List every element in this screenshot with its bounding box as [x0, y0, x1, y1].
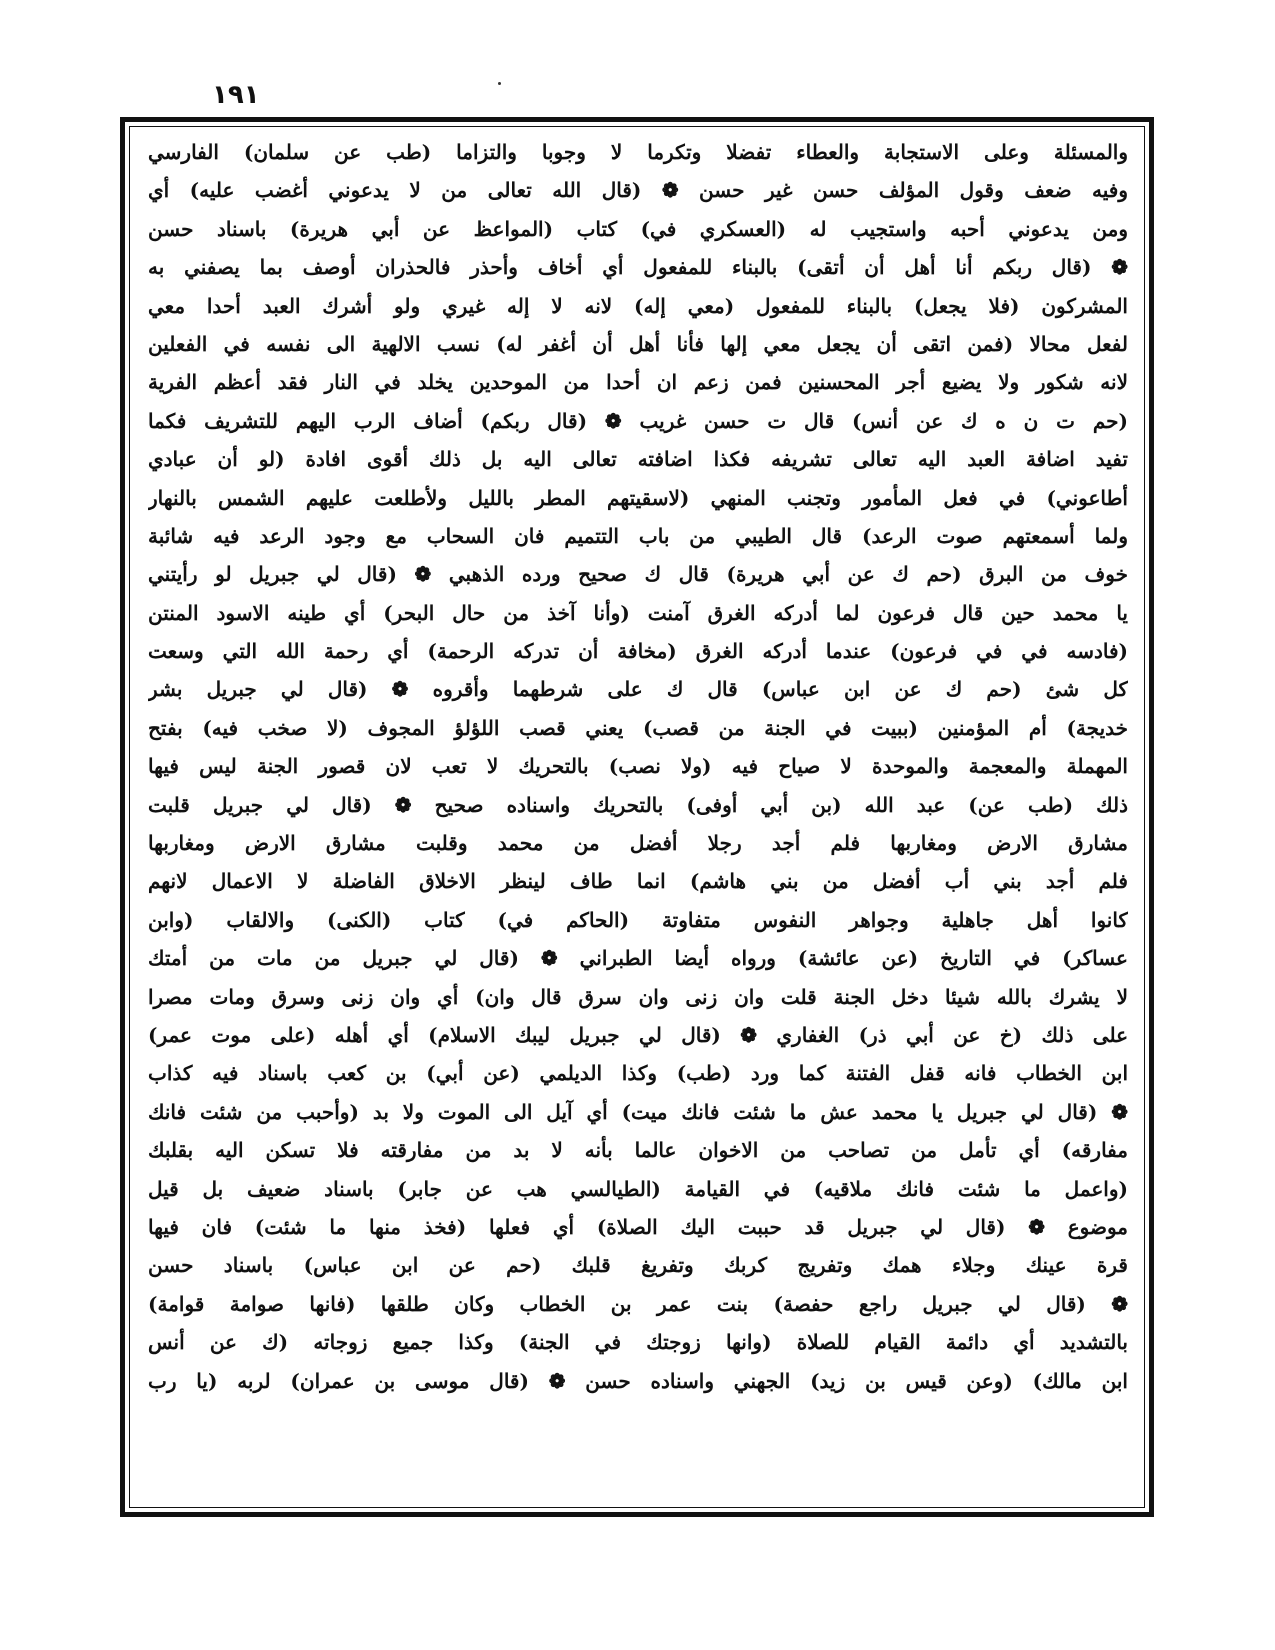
text-line: موضوع ❁ (قال لي جبريل قد حببت اليك الصلاة) أي فعلها (فخذ منها ما شئت) فان فيها	[148, 1214, 1128, 1239]
text-line: كانوا أهل جاهلية وجواهر النفوس متفاوتة (الحاكم في) كتاب (الكنى) والالقاب (وابن	[148, 907, 1128, 932]
text-line: المشركون (فلا يجعل) بالبناء للمفعول (معي إله) لانه لا إله غيري ولو أشرك العبد أحدا معي	[148, 293, 1128, 318]
text-line: بالتشديد أي دائمة القيام للصلاة (وانها زوجتك في الجنة) وكذا جميع زوجاته (ك عن أنس	[148, 1330, 1128, 1355]
text-line: لانه شكور ولا يضيع أجر المحسنين فمن زعم ان أحدا من الموحدين يخلد في النار فقد أعظم الفرية	[148, 370, 1128, 395]
text-line: تفيد اضافة العبد اليه تعالى تشريفه فكذا اضافته تعالى اليه بل ذلك أقوى افادة (لو أن عبادي	[148, 447, 1128, 472]
text-line: ومن يدعوني أحبه واستجيب له (العسكري في) كتاب (المواعظ عن أبي هريرة) باسناد حسن	[148, 216, 1128, 241]
text-line: يا محمد حين قال فرعون لما أدركه الغرق آمنت (وأنا آخذ من حال البحر) أي طينه الاسود المنتن	[148, 600, 1128, 625]
text-line: (واعمل ما شئت فانك ملاقيه) في القيامة (الطيالسي هب عن جابر) باسناد ضعيف بل قيل	[148, 1176, 1128, 1201]
ink-speck	[498, 82, 501, 85]
text-line: مفارقه) أي تأمل من تصاحب من الاخوان عالما بأنه لا بد من مفارقته فلا تسكن اليه بقلبك	[148, 1138, 1128, 1163]
text-line: المهملة والمعجمة والموحدة لا صياح فيه (ولا نصب) بالتحريك لا تعب لان قصور الجنة ليس فيها	[148, 754, 1128, 779]
text-line: خديجة) أم المؤمنين (ببيت في الجنة من قصب) يعني قصب اللؤلؤ المجوف (لا صخب فيه) بفتح	[148, 715, 1128, 740]
text-line: (فادسه في في فرعون) عندما أدركه الغرق (مخافة أن تدركه الرحمة) أي رحمة الله التي وسعت	[148, 639, 1128, 664]
text-line: أطاعوني) في فعل المأمور وتجنب المنهي (لاسقيتهم المطر بالليل ولأطلعت عليهم الشمس بالنهار	[148, 485, 1128, 510]
manuscript-text-block	[148, 133, 1128, 1515]
text-line	[148, 1400, 1128, 1438]
text-line: خوف من البرق (حم ك عن أبي هريرة) قال ك صحيح ورده الذهبي ❁ (قال لي جبريل لو رأيتني	[148, 562, 1128, 587]
text-line: ابن الخطاب فانه قفل الفتنة كما ورد (طب) وكذا الديلمي (عن أبي) بن كعب باسناد فيه كذاب	[148, 1061, 1128, 1086]
text-line: والمسئلة وعلى الاستجابة والعطاء تفضلا وتكرما لا وجوبا والتزاما (طب عن سلمان) الفارسي	[148, 140, 1128, 164]
text-line	[148, 1438, 1128, 1476]
text-line: لفعل محالا (فمن اتقى أن يجعل معي إلها فأنا أهل أن أغفر له) نسب الالهية الى نفسه في الفعلين	[148, 331, 1128, 356]
text-line: ❁ (قال لي جبريل راجع حفصة) بنت عمر بن الخطاب وكان طلقها (فانها صوامة قوامة)	[148, 1291, 1128, 1316]
text-line	[148, 1477, 1128, 1515]
text-line: ❁ (قال لي جبريل يا محمد عش ما شئت فانك ميت) أي آيل الى الموت ولا بد (وأحبب من شئت فانك	[148, 1099, 1128, 1124]
text-line: على ذلك (خ عن أبي ذر) الغفاري ❁ (قال لي جبريل ليبك الاسلام) أي أهله (على موت عمر)	[148, 1022, 1128, 1047]
text-line: لا يشرك بالله شيئا دخل الجنة قلت وان زنى وان سرق قال وان) أي وان زنى وسرق ومات مصرا	[148, 984, 1128, 1009]
page-number: ١٩١	[212, 80, 260, 110]
text-line: ابن مالك) (وعن قيس بن زيد) الجهني واسناده حسن ❁ (قال موسى بن عمران) لربه (يا رب	[148, 1368, 1128, 1393]
text-line: مشارق الارض ومغاربها فلم أجد رجلا أفضل من محمد وقلبت مشارق الارض ومغاربها	[148, 831, 1128, 856]
text-line: ولما أسمعتهم صوت الرعد) قال الطيبي من باب التتميم فان السحاب مع وجود الرعد فيه شائبة	[148, 523, 1128, 548]
text-line: وفيه ضعف وقول المؤلف حسن غير حسن ❁ (قال الله تعالى من لا يدعوني أغضب عليه) أي	[148, 178, 1128, 203]
text-line: قرة عينك وجلاء همك وتفريج كربك وتفريغ قلبك (حم عن ابن عباس) باسناد حسن	[148, 1253, 1128, 1278]
text-line: ❁ (قال ربكم أنا أهل أن أتقى) بالبناء للمفعول أي أخاف وأحذر فالحذران أوصف بما يصفني به	[148, 255, 1128, 280]
text-line: (حم ت ن ه ك عن أنس) قال ت حسن غريب ❁ (قال ربكم) أضاف الرب اليهم للتشريف فكما	[148, 408, 1128, 433]
text-line: كل شئ (حم ك عن ابن عباس) قال ك على شرطهما وأقروه ❁ (قال لي جبريل بشر	[148, 677, 1128, 702]
text-line: عساكر) في التاريخ (عن عائشة) ورواه أيضا الطبراني ❁ (قال لي جبريل من مات من أمتك	[148, 946, 1128, 971]
text-line: فلم أجد بني أب أفضل من بني هاشم) انما طاف لينظر الاخلاق الفاضلة لا الاعمال لانهم	[148, 869, 1128, 894]
text-line: ذلك (طب عن) عبد الله (بن أبي أوفى) بالتحريك واسناده صحيح ❁ (قال لي جبريل قلبت	[148, 792, 1128, 817]
